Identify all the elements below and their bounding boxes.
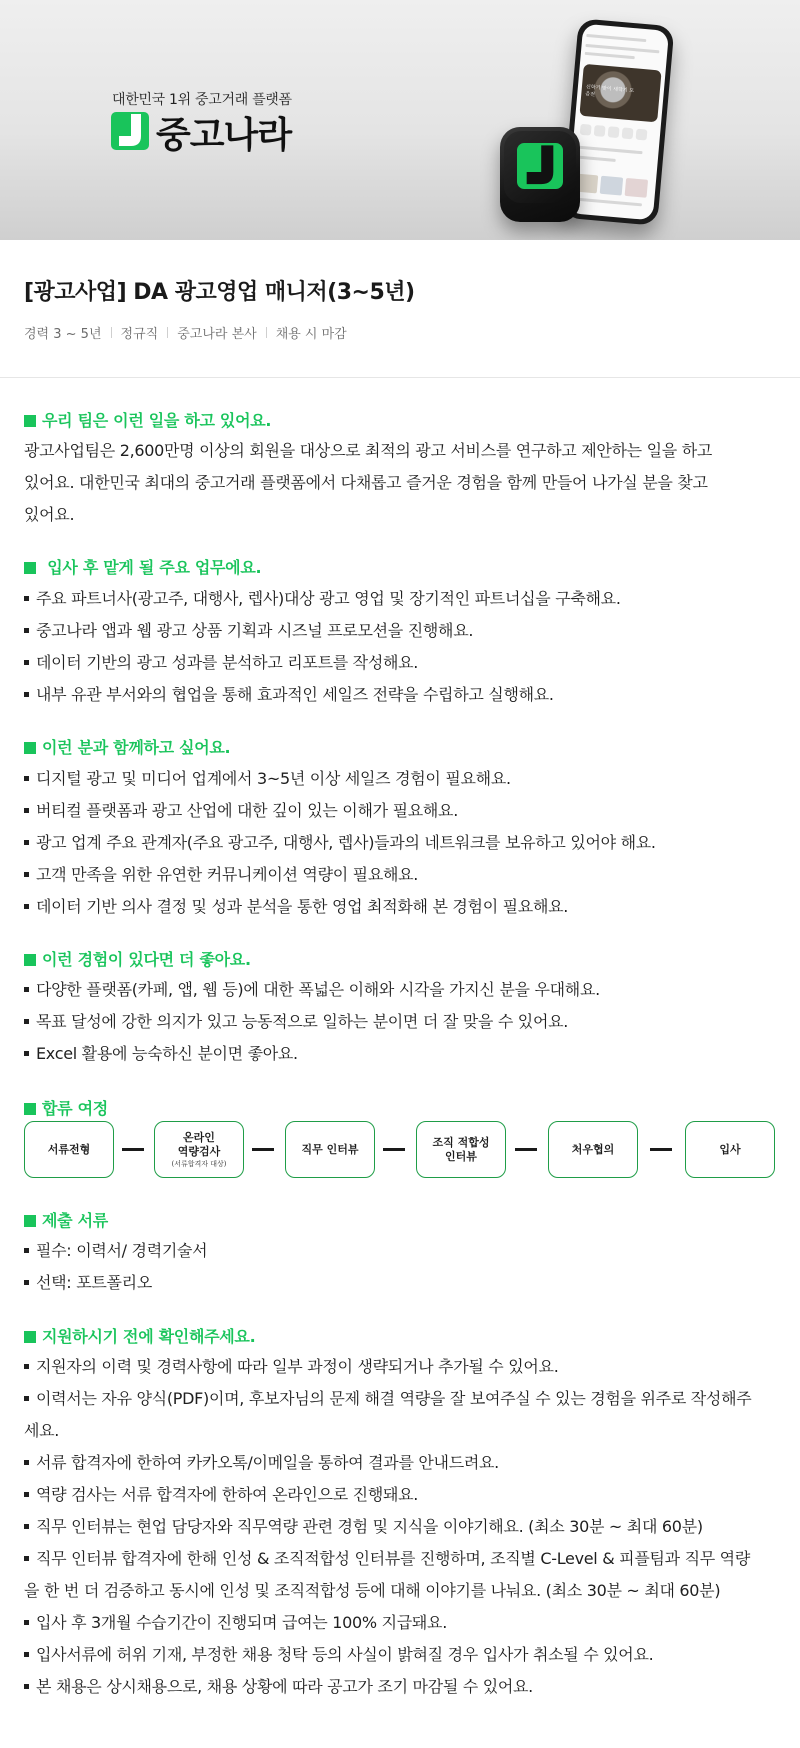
process-step-note: (서류합격자 대상) bbox=[171, 1159, 227, 1168]
process-step-label: 처우협의 bbox=[571, 1142, 615, 1156]
list-item bbox=[24, 615, 784, 647]
meta-location: 중고나라 본사 bbox=[177, 327, 257, 342]
bullet-icon bbox=[24, 1248, 29, 1253]
process-step bbox=[685, 1121, 775, 1178]
bullet-icon bbox=[24, 1364, 29, 1369]
list-item-text: 버티컬 플랫폼과 광고 산업에 대한 깊이 있는 이해가 필요해요. bbox=[36, 801, 458, 820]
process-arrow bbox=[650, 1148, 672, 1151]
team-description-line: 있어요. bbox=[24, 505, 75, 524]
list-item bbox=[24, 1447, 764, 1479]
list-item-text: 역량 검사는 서류 합격자에 한하여 온라인으로 진행돼요. bbox=[36, 1485, 419, 1504]
hero-banner bbox=[0, 0, 800, 240]
list-item-text: 입사 후 3개월 수습기간이 진행되며 급여는 100% 지급돼요. bbox=[36, 1613, 447, 1632]
square-bullet-icon bbox=[24, 1215, 36, 1227]
bullet-icon bbox=[24, 1396, 29, 1401]
list-item-text: 직무 인터뷰 합격자에 한해 인성 & 조직적합성 인터뷰를 진행하며, 조직별 C-Level & 피플팀과 직무 역량을 한 번 더 검증하고 동시에 인성 및 조직적합성 등에 대해 이야기를 나눠요. (최소 30분 ~ 최대 60분) bbox=[24, 1549, 750, 1600]
team-heading-text: 우리 팀은 이런 일을 하고 있어요. bbox=[42, 411, 272, 430]
square-bullet-icon bbox=[24, 954, 36, 966]
hiring-process-flow bbox=[0, 1121, 800, 1181]
list-item bbox=[24, 1351, 764, 1383]
list-item-text: 선택: 포트폴리오 bbox=[36, 1273, 152, 1292]
banner-tagline: 대한민국 1위 중고거래 플랫폼 bbox=[112, 92, 292, 108]
documents-heading bbox=[24, 1208, 108, 1231]
brand-logo-icon bbox=[111, 112, 149, 150]
square-bullet-icon bbox=[24, 1103, 36, 1115]
bullet-icon bbox=[24, 987, 29, 992]
meta-career: 경력 3 ~ 5년 bbox=[24, 327, 102, 342]
bullet-icon bbox=[24, 1051, 29, 1056]
process-arrow bbox=[252, 1148, 274, 1151]
process-step-label: 서류전형 bbox=[47, 1142, 91, 1156]
list-item bbox=[24, 1511, 764, 1543]
square-bullet-icon bbox=[24, 562, 36, 574]
section-divider bbox=[0, 377, 800, 378]
process-arrow bbox=[515, 1148, 537, 1151]
list-item-text: 고객 만족을 위한 유연한 커뮤니케이션 역량이 필요해요. bbox=[36, 865, 419, 884]
preferred-heading-text: 이런 경험이 있다면 더 좋아요. bbox=[42, 950, 251, 969]
list-item-text: 목표 달성에 강한 의지가 있고 능동적으로 일하는 분이면 더 잘 맞을 수 있어요. bbox=[36, 1012, 569, 1031]
journey-heading bbox=[24, 1096, 108, 1119]
team-heading bbox=[24, 408, 271, 431]
documents-heading-text: 제출 서류 bbox=[42, 1211, 108, 1230]
bullet-icon bbox=[24, 872, 29, 877]
app-logo-icon bbox=[517, 143, 563, 189]
meta-employment-type: 정규직 bbox=[120, 327, 159, 342]
bullet-icon bbox=[24, 1460, 29, 1465]
preferred-heading bbox=[24, 947, 251, 970]
process-step-label: 조직 적합성 인터뷰 bbox=[432, 1135, 490, 1163]
process-step bbox=[285, 1121, 375, 1178]
app-icon-cube bbox=[500, 127, 580, 222]
notes-list bbox=[24, 1351, 764, 1703]
bullet-icon bbox=[24, 596, 29, 601]
brand-name: 중고나라 bbox=[156, 115, 292, 156]
journey-heading-text: 합류 여정 bbox=[42, 1099, 108, 1118]
list-item-text: 필수: 이력서/ 경력기술서 bbox=[36, 1241, 208, 1260]
bullet-icon bbox=[24, 1280, 29, 1285]
square-bullet-icon bbox=[24, 415, 36, 427]
meta-deadline: 채용 시 마감 bbox=[275, 327, 347, 342]
list-item bbox=[24, 1671, 764, 1703]
list-item bbox=[24, 763, 784, 795]
duties-heading bbox=[24, 555, 261, 578]
list-item bbox=[24, 1607, 764, 1639]
process-arrow bbox=[383, 1148, 405, 1151]
list-item bbox=[24, 1639, 764, 1671]
bullet-icon bbox=[24, 660, 29, 665]
bullet-icon bbox=[24, 1684, 29, 1689]
process-step-label: 직무 인터뷰 bbox=[301, 1142, 359, 1156]
list-item bbox=[24, 1543, 764, 1607]
meta-divider bbox=[167, 327, 168, 338]
list-item-text: 중고나라 앱과 웹 광고 상품 기획과 시즈널 프로모션을 진행해요. bbox=[36, 621, 474, 640]
notes-heading-text: 지원하시기 전에 확인해주세요. bbox=[42, 1327, 256, 1346]
list-item-text: 주요 파트너사(광고주, 대행사, 렙사)대상 광고 영업 및 장기적인 파트너십을 구축해요. bbox=[36, 589, 621, 608]
bullet-icon bbox=[24, 1019, 29, 1024]
preferred-list bbox=[24, 974, 784, 1070]
bullet-icon bbox=[24, 628, 29, 633]
meta-divider bbox=[111, 327, 112, 338]
list-item bbox=[24, 859, 784, 891]
bullet-icon bbox=[24, 1556, 29, 1561]
list-item bbox=[24, 1383, 764, 1447]
list-item-text: 광고 업계 주요 관계자(주요 광고주, 대행사, 렙사)들과의 네트워크를 보유하고 있어야 해요. bbox=[36, 833, 656, 852]
list-item bbox=[24, 795, 784, 827]
bullet-icon bbox=[24, 1524, 29, 1529]
list-item bbox=[24, 583, 784, 615]
list-item bbox=[24, 1006, 784, 1038]
process-step bbox=[548, 1121, 638, 1178]
documents-list bbox=[24, 1235, 784, 1299]
list-item bbox=[24, 647, 784, 679]
list-item bbox=[24, 1479, 764, 1511]
bullet-icon bbox=[24, 840, 29, 845]
list-item-text: 지원자의 이력 및 경력사항에 따라 일부 과정이 생략되거나 추가될 수 있어요. bbox=[36, 1357, 559, 1376]
list-item-text: 이력서는 자유 양식(PDF)이며, 후보자님의 문제 해결 역량을 잘 보여주실 수 있는 경험을 위주로 작성해주세요. bbox=[24, 1389, 752, 1440]
bullet-icon bbox=[24, 1652, 29, 1657]
list-item bbox=[24, 1267, 784, 1299]
list-item-text: 입사서류에 허위 기재, 부정한 채용 청탁 등의 사실이 밝혀질 경우 입사가 취소될 수 있어요. bbox=[36, 1645, 654, 1664]
requirements-list bbox=[24, 763, 784, 923]
bullet-icon bbox=[24, 1620, 29, 1625]
list-item-text: Excel 활용에 능숙하신 분이면 좋아요. bbox=[36, 1044, 298, 1063]
bullet-icon bbox=[24, 808, 29, 813]
team-description bbox=[24, 435, 764, 531]
bullet-icon bbox=[24, 692, 29, 697]
list-item-text: 직무 인터뷰는 현업 담당자와 직무역량 관련 경험 및 지식을 이야기해요. (최소 30분 ~ 최대 60분) bbox=[36, 1517, 703, 1536]
square-bullet-icon bbox=[24, 742, 36, 754]
process-step bbox=[416, 1121, 506, 1178]
notes-heading bbox=[24, 1324, 255, 1347]
process-step-label: 온라인 역량검사 bbox=[177, 1130, 221, 1158]
square-bullet-icon bbox=[24, 1331, 36, 1343]
team-description-line: 있어요. 대한민국 최대의 중고거래 플랫폼에서 다채롭고 즐거운 경험을 함께 만들어 나가실 분을 찾고 bbox=[24, 473, 708, 492]
list-item bbox=[24, 1235, 784, 1267]
list-item bbox=[24, 827, 784, 859]
list-item bbox=[24, 974, 784, 1006]
process-step-label: 입사 bbox=[719, 1142, 741, 1156]
meta-divider bbox=[266, 327, 267, 338]
process-step bbox=[24, 1121, 114, 1178]
list-item bbox=[24, 1038, 784, 1070]
list-item-text: 서류 합격자에 한하여 카카오톡/이메일을 통하여 결과를 안내드려요. bbox=[36, 1453, 499, 1472]
list-item bbox=[24, 679, 784, 711]
list-item-text: 데이터 기반 의사 결정 및 성과 분석을 통한 영업 최적화해 본 경험이 필요해요. bbox=[36, 897, 569, 916]
bullet-icon bbox=[24, 904, 29, 909]
requirements-heading-text: 이런 분과 함께하고 싶어요. bbox=[42, 738, 231, 757]
requirements-heading bbox=[24, 735, 230, 758]
team-description-line: 광고사업팀은 2,600만명 이상의 회원을 대상으로 최적의 광고 서비스를 연구하고 제안하는 일을 하고 bbox=[24, 441, 713, 460]
process-step bbox=[154, 1121, 244, 1178]
list-item-text: 본 채용은 상시채용으로, 채용 상황에 따라 공고가 조기 마감될 수 있어요. bbox=[36, 1677, 533, 1696]
list-item bbox=[24, 891, 784, 923]
bullet-icon bbox=[24, 776, 29, 781]
list-item-text: 내부 유관 부서와의 협업을 통해 효과적인 세일즈 전략을 수립하고 실행해요. bbox=[36, 685, 554, 704]
job-title: [광고사업] DA 광고영업 매니저(3~5년) bbox=[24, 280, 415, 305]
list-item-text: 다양한 플랫폼(카페, 앱, 웹 등)에 대한 폭넓은 이해와 시각을 가지신 분을 우대해요. bbox=[36, 980, 600, 999]
bullet-icon bbox=[24, 1492, 29, 1497]
duties-heading-text: 입사 후 맡게 될 주요 업무에요. bbox=[42, 558, 262, 577]
phone-hero-text: 신학기 맞이 새학기 모음전 bbox=[585, 84, 635, 98]
list-item-text: 디지털 광고 및 미디어 업계에서 3~5년 이상 세일즈 경험이 필요해요. bbox=[36, 769, 511, 788]
duties-list bbox=[24, 583, 784, 711]
job-meta bbox=[24, 323, 347, 342]
process-arrow bbox=[122, 1148, 144, 1151]
list-item-text: 데이터 기반의 광고 성과를 분석하고 리포트를 작성해요. bbox=[36, 653, 419, 672]
